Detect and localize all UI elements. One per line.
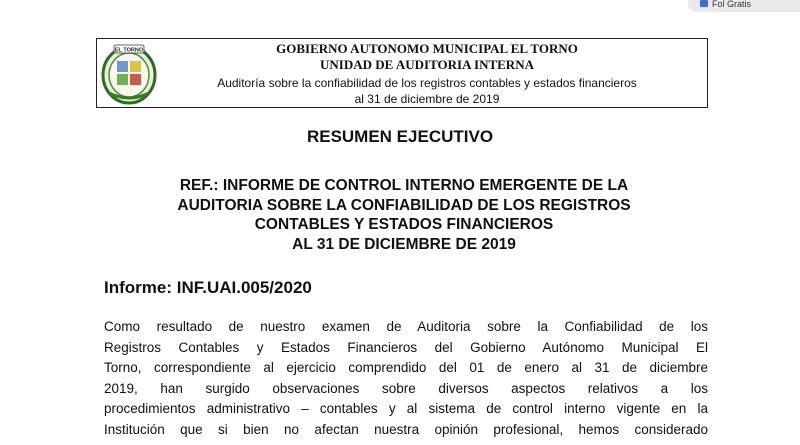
body-paragraph xyxy=(104,317,708,440)
reference-line: REF.: INFORME DE CONTROL INTERNO EMERGENTE DE LA xyxy=(179,177,629,194)
report-number: Informe: INF.UAI.005/2020 xyxy=(104,278,312,297)
header-unit: UNIDAD DE AUDITORIA INTERNA xyxy=(320,57,534,72)
reference-heading xyxy=(100,176,708,254)
badge-icon xyxy=(700,0,708,7)
paragraph-line: Institución que si bien no afectan nuestra opinión profesional, hemos considerado xyxy=(104,421,708,437)
page-title: RESUMEN EJECUTIVO xyxy=(306,127,494,146)
badge-label: Fol Gratis xyxy=(712,0,752,9)
paragraph-line: Torno, correspondiente al ejercicio comprendido del 01 de enero al 31 de diciembre xyxy=(104,360,708,375)
reference-line: AL 31 DE DICIEMBRE DE 2019 xyxy=(292,235,516,253)
municipal-shield-logo-icon xyxy=(100,41,158,105)
paragraph-line: Registros Contables y Estados Financieros del Gobierno Autónomo Municipal El xyxy=(104,339,708,355)
header-audit-subject: Auditoría sobre la confiabilidad de los registros contables y estados financieros xyxy=(217,76,637,90)
header-institution: GOBIERNO AUTONOMO MUNICIPAL EL TORNO xyxy=(276,41,578,56)
document-header xyxy=(96,38,708,108)
paragraph-line: Como resultado de nuestro examen de Auditoria sobre la Confiabilidad de los xyxy=(104,319,708,334)
reference-line: AUDITORIA SOBRE LA CONFIABILIDAD DE LOS REGISTROS xyxy=(177,196,631,214)
logo-text: EL TORNO xyxy=(114,47,144,54)
paragraph-line: 2019, han surgido observaciones sobre diversos aspectos relativos a los xyxy=(104,380,708,396)
paragraph-line: procedimientos administrativo – contables y al sistema de control interno vigente en la xyxy=(104,401,708,416)
header-audit-date: al 31 de diciembre de 2019 xyxy=(354,92,500,106)
reference-line: CONTABLES Y ESTADOS FINANCIEROS xyxy=(254,216,554,233)
corner-badge[interactable] xyxy=(688,0,800,12)
